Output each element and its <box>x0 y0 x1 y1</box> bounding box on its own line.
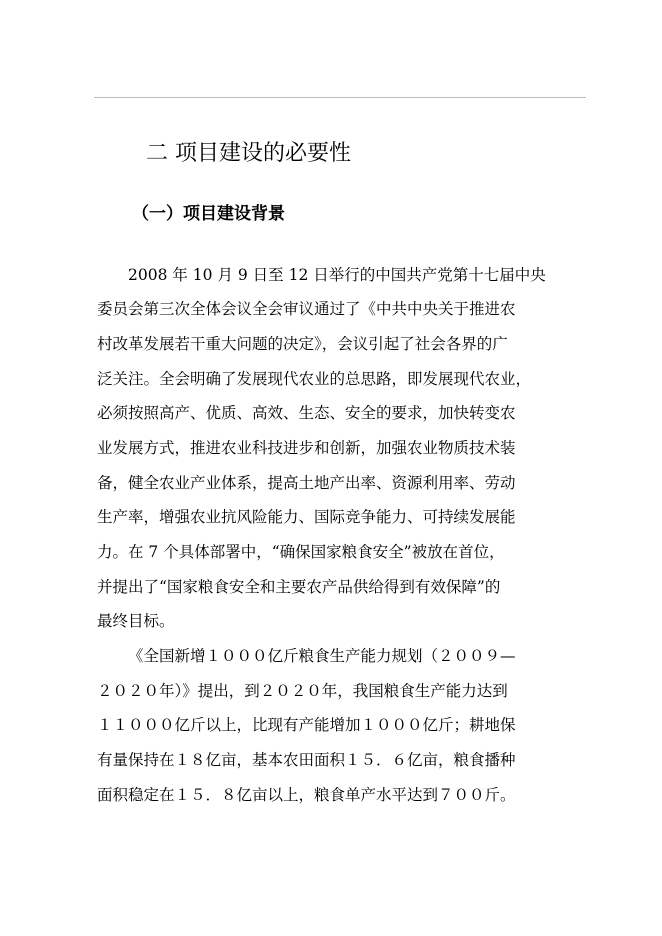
paragraph-1-line: 备，健全农业产业体系，提高土地产出率、资源利用率、劳动 <box>97 474 516 492</box>
paragraph-2-line: ２０２０年）》提出，到２０２０年，我国粮食生产能力达到 <box>97 682 508 700</box>
paragraph-1-line: 生产率，增强农业抗风险能力、国际竞争能力、可持续发展能 <box>97 508 516 526</box>
paragraph-2-line: 《全国新增１０００亿斤粮食生产能力规划（２００９— <box>128 647 516 665</box>
paragraph-1-line: 业发展方式，推进农业科技进步和创新，加强农业物质技术装 <box>97 439 516 457</box>
paragraph-2-line: １１０００亿斤以上，比现有产能增加１０００亿斤；耕地保 <box>97 716 516 734</box>
paragraph-2-line: 有量保持在１８亿亩，基本农田面积１５．６亿亩，粮食播种 <box>97 751 516 769</box>
paragraph-1-line: 村改革发展若干重大问题的决定》，会议引起了社会各界的广 <box>97 335 508 353</box>
paragraph-1-line: 2008 年 10 月 9 日至 12 日举行的中国共产党第十七届中央 <box>128 266 546 284</box>
header-rule <box>94 97 586 98</box>
section-title: （一）项目建设背景 <box>132 204 285 224</box>
paragraph-1-line: 泛关注。全会明确了发展现代农业的总思路，即发展现代农业， <box>97 370 532 388</box>
paragraph-1-line: 委员会第三次全体会议全会审议通过了《中共中央关于推进农 <box>97 300 516 318</box>
paragraph-1-line: 最终目标。 <box>97 612 175 630</box>
paragraph-1-line: 必须按照高产、优质、高效、生态、安全的要求，加快转变农 <box>97 404 516 422</box>
chapter-title: 二 项目建设的必要性 <box>146 141 351 166</box>
paragraph-2-line: 面积稳定在１５．８亿亩以上，粮食单产水平达到７００斤。 <box>97 786 516 804</box>
paragraph-1-line: 并提出了“国家粮食安全和主要农产品供给得到有效保障”的 <box>97 578 501 596</box>
paragraph-1-line: 力。在 7 个具体部署中，“确保国家粮食安全”被放在首位， <box>97 543 505 561</box>
